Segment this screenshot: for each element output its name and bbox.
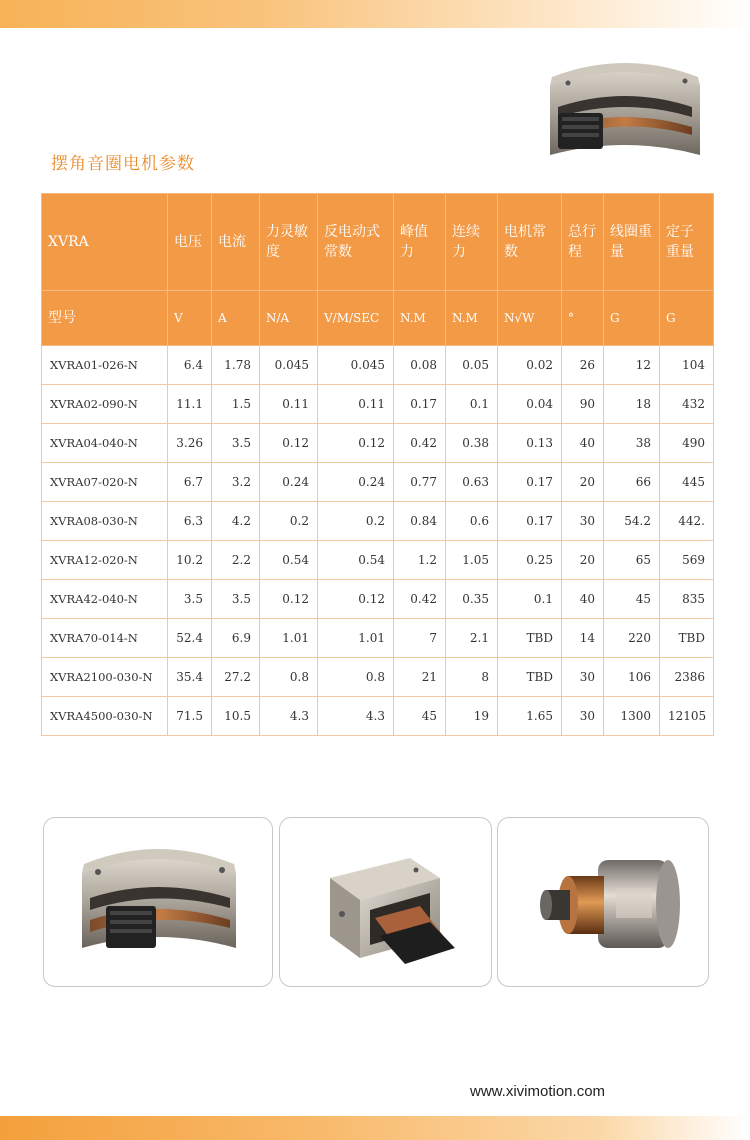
value-cell: 104 [660,346,714,385]
value-cell: 19 [446,697,498,736]
arc-voice-coil-motor-photo [540,55,710,170]
value-cell: 6.7 [168,463,212,502]
unit-cell: G [604,291,660,346]
value-cell: 1300 [604,697,660,736]
value-cell: 20 [562,541,604,580]
value-cell: 569 [660,541,714,580]
value-cell: 0.13 [498,424,562,463]
value-cell: 2.1 [446,619,498,658]
table-row [42,463,714,502]
unit-cell: N.M [394,291,446,346]
header-cell: 电压 [168,194,212,291]
model-cell: XVRA4500-030-N [42,697,168,736]
model-cell: XVRA08-030-N [42,502,168,541]
value-cell: 220 [604,619,660,658]
table-row [42,697,714,736]
unit-cell: N/A [260,291,318,346]
value-cell: 0.12 [318,580,394,619]
value-cell: 0.2 [260,502,318,541]
website-url: www.xivimotion.com [470,1083,606,1100]
model-cell: XVRA2100-030-N [42,658,168,697]
value-cell: 432 [660,385,714,424]
value-cell: 30 [562,697,604,736]
value-cell: 18 [604,385,660,424]
value-cell: 835 [660,580,714,619]
value-cell: 0.25 [498,541,562,580]
value-cell: 40 [562,424,604,463]
value-cell: 0.42 [394,424,446,463]
header-cell: 反电动式常数 [318,194,394,291]
model-cell: XVRA04-040-N [42,424,168,463]
value-cell: 0.1 [446,385,498,424]
value-cell: 3.26 [168,424,212,463]
value-cell: 52.4 [168,619,212,658]
value-cell: 1.78 [212,346,260,385]
value-cell: 26 [562,346,604,385]
value-cell: 45 [604,580,660,619]
value-cell: 0.17 [498,463,562,502]
value-cell: 21 [394,658,446,697]
value-cell: 10.2 [168,541,212,580]
value-cell: 7 [394,619,446,658]
value-cell: 0.04 [498,385,562,424]
unit-cell: G [660,291,714,346]
value-cell: 0.8 [260,658,318,697]
value-cell: 3.5 [212,424,260,463]
table-row [42,541,714,580]
table-row [42,424,714,463]
header-cell: 电流 [212,194,260,291]
value-cell: 1.65 [498,697,562,736]
value-cell: 8 [446,658,498,697]
value-cell: 0.54 [318,541,394,580]
value-cell: 27.2 [212,658,260,697]
table-row [42,385,714,424]
unit-row [42,291,714,346]
header-cell: 定子重量 [660,194,714,291]
model-cell: XVRA70-014-N [42,619,168,658]
table-row [42,580,714,619]
value-cell: 35.4 [168,658,212,697]
unit-cell: N√W [498,291,562,346]
value-cell: 0.12 [318,424,394,463]
value-cell: 54.2 [604,502,660,541]
unit-cell: ° [562,291,604,346]
table-row [42,346,714,385]
value-cell: 1.01 [260,619,318,658]
bottom-decor-bar [0,1116,750,1140]
value-cell: 10.5 [212,697,260,736]
value-cell: 20 [562,463,604,502]
value-cell: 11.1 [168,385,212,424]
value-cell: 0.11 [260,385,318,424]
value-cell: 4.2 [212,502,260,541]
value-cell: 0.24 [318,463,394,502]
value-cell: 2.2 [212,541,260,580]
value-cell: 40 [562,580,604,619]
value-cell: 4.3 [260,697,318,736]
linear-voice-coil-motor-photo [280,818,491,986]
header-row [42,194,714,291]
value-cell: 1.5 [212,385,260,424]
photo-card-linear-motor [279,817,492,987]
value-cell: 0.02 [498,346,562,385]
value-cell: 442. [660,502,714,541]
header-cell: 总行程 [562,194,604,291]
value-cell: 0.54 [260,541,318,580]
model-cell: XVRA12-020-N [42,541,168,580]
header-cell: 线圈重量 [604,194,660,291]
value-cell: 0.8 [318,658,394,697]
value-cell: 0.12 [260,580,318,619]
value-cell: 2386 [660,658,714,697]
value-cell: 1.2 [394,541,446,580]
value-cell: 38 [604,424,660,463]
photo-card-cylinder-motor [497,817,709,987]
value-cell: 0.24 [260,463,318,502]
value-cell: 3.5 [168,580,212,619]
value-cell: TBD [660,619,714,658]
model-cell: XVRA07-020-N [42,463,168,502]
header-cell: 电机常数 [498,194,562,291]
value-cell: 490 [660,424,714,463]
value-cell: 65 [604,541,660,580]
value-cell: 0.08 [394,346,446,385]
value-cell: 0.77 [394,463,446,502]
header-cell: 峰值力 [394,194,446,291]
cylindrical-voice-coil-motor-photo [498,818,708,986]
model-cell: XVRA42-040-N [42,580,168,619]
value-cell: 0.2 [318,502,394,541]
unit-cell: 型号 [42,291,168,346]
value-cell: 3.2 [212,463,260,502]
unit-cell: V [168,291,212,346]
value-cell: 14 [562,619,604,658]
model-cell: XVRA01-026-N [42,346,168,385]
unit-cell: N.M [446,291,498,346]
value-cell: 0.35 [446,580,498,619]
table-row [42,619,714,658]
value-cell: TBD [498,658,562,697]
header-cell: XVRA [42,194,168,291]
value-cell: 0.05 [446,346,498,385]
value-cell: 0.6 [446,502,498,541]
value-cell: 0.17 [394,385,446,424]
value-cell: 12 [604,346,660,385]
value-cell: 66 [604,463,660,502]
value-cell: 6.9 [212,619,260,658]
value-cell: 12105 [660,697,714,736]
value-cell: 4.3 [318,697,394,736]
section-title: 摆角音圈电机参数 [51,154,195,174]
table-row [42,658,714,697]
value-cell: 3.5 [212,580,260,619]
value-cell: 0.1 [498,580,562,619]
value-cell: 0.12 [260,424,318,463]
value-cell: 30 [562,502,604,541]
top-decor-bar [0,0,750,28]
value-cell: 0.045 [318,346,394,385]
header-cell: 连续力 [446,194,498,291]
value-cell: 71.5 [168,697,212,736]
value-cell: 0.84 [394,502,446,541]
value-cell: 445 [660,463,714,502]
value-cell: 6.3 [168,502,212,541]
header-cell: 力灵敏度 [260,194,318,291]
value-cell: 6.4 [168,346,212,385]
value-cell: 106 [604,658,660,697]
unit-cell: A [212,291,260,346]
table-row [42,502,714,541]
value-cell: 0.17 [498,502,562,541]
photo-card-arc-motor [43,817,273,987]
spec-table [41,193,714,736]
value-cell: 0.045 [260,346,318,385]
value-cell: 0.63 [446,463,498,502]
value-cell: 30 [562,658,604,697]
value-cell: 0.42 [394,580,446,619]
value-cell: TBD [498,619,562,658]
value-cell: 45 [394,697,446,736]
value-cell: 0.38 [446,424,498,463]
value-cell: 1.01 [318,619,394,658]
unit-cell: V/M/SEC [318,291,394,346]
value-cell: 0.11 [318,385,394,424]
value-cell: 90 [562,385,604,424]
value-cell: 1.05 [446,541,498,580]
model-cell: XVRA02-090-N [42,385,168,424]
arc-voice-coil-motor-photo [44,818,272,986]
